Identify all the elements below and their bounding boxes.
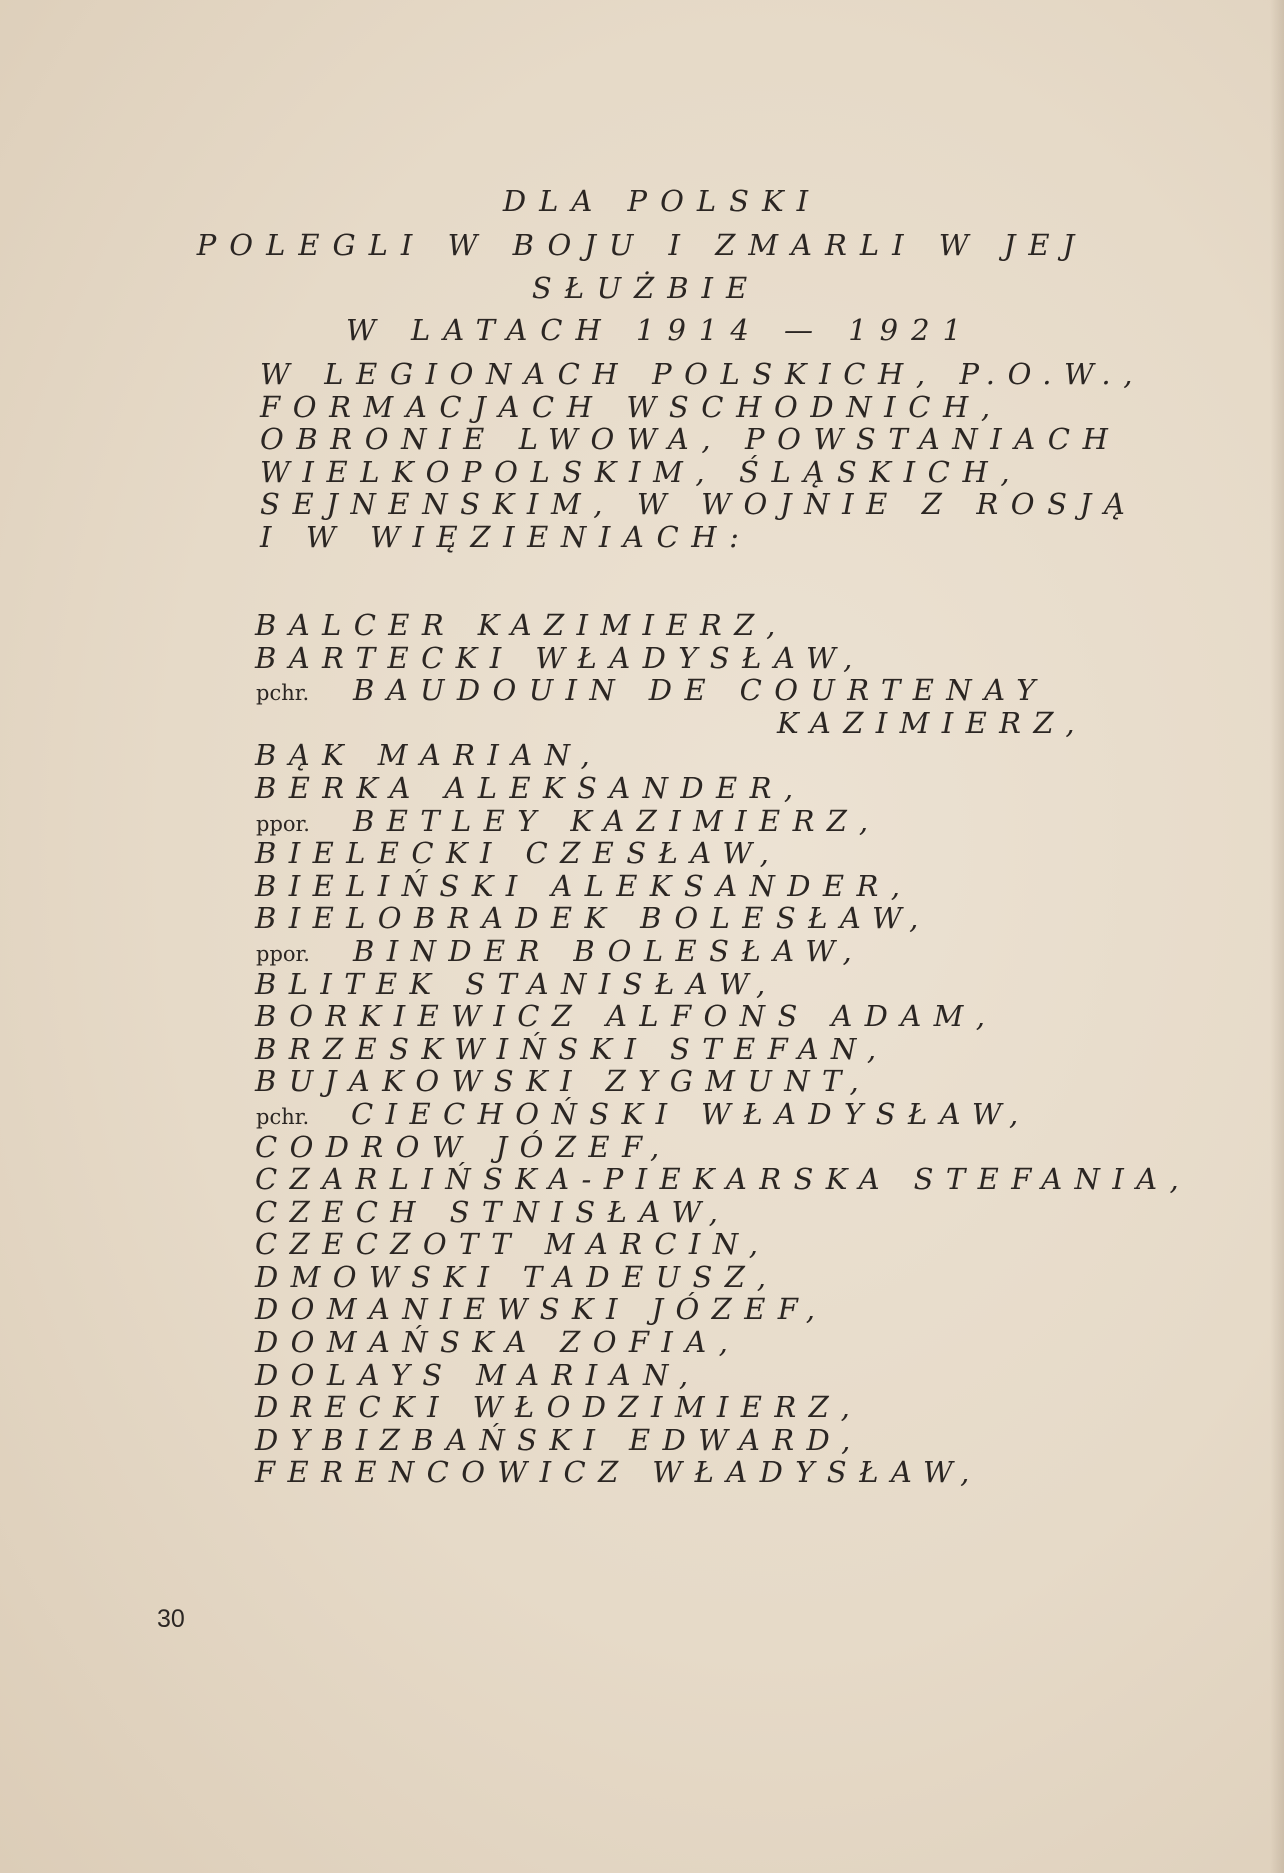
name-entry	[255, 902, 1191, 935]
person-name: BĄK MARIAN,	[255, 738, 603, 773]
intro-paragraph	[260, 358, 1145, 553]
person-name: BIELOBRADEK BOLESŁAW,	[255, 901, 931, 936]
name-entry	[255, 674, 1191, 707]
person-name: CZARLIŃSKA-PIEKARSKA STEFANIA,	[255, 1162, 1192, 1197]
intro-line: W LEGIONACH POLSKICH, P.O.W.,	[260, 357, 1146, 391]
name-entry	[255, 642, 1191, 675]
names-list	[255, 609, 1191, 1489]
person-name: DMOWSKI TADEUSZ,	[255, 1259, 779, 1294]
person-name: BAUDOUIN DE COURTENAY	[353, 673, 1048, 708]
person-name: DOLAYS MARIAN,	[255, 1357, 701, 1392]
name-entry	[255, 1456, 1191, 1489]
person-name: CZECH STNISŁAW,	[255, 1194, 731, 1229]
name-entry	[255, 1065, 1191, 1098]
name-entry	[255, 1359, 1191, 1392]
name-entry	[255, 870, 1191, 903]
heading-line-1: DLA POLSKI	[502, 184, 822, 218]
name-entry	[255, 1098, 1191, 1131]
name-entry	[255, 1391, 1191, 1424]
person-name: BRZESKWIŃSKI STEFAN,	[255, 1031, 889, 1066]
heading-line-3: SŁUŻBIE	[531, 271, 761, 305]
person-name: CODROW JÓZEF,	[255, 1129, 672, 1164]
person-name: BARTECKI WŁADYSŁAW,	[255, 640, 865, 675]
person-name: BINDER BOLESŁAW,	[353, 933, 865, 968]
rank-label: ppor.	[256, 811, 310, 836]
name-entry	[255, 1196, 1191, 1229]
name-entry	[255, 609, 1191, 642]
heading-line-2: POLEGLI W BOJU I ZMARLI W JEJ	[196, 228, 1088, 262]
intro-line: SEJNENSKIM, W WOJNIE Z ROSJĄ	[260, 487, 1138, 521]
page-number: 30	[157, 1605, 185, 1633]
name-entry	[255, 1033, 1191, 1066]
person-name: BORKIEWICZ ALFONS ADAM,	[255, 999, 998, 1034]
person-name: DOMAŃSKA ZOFIA,	[255, 1325, 741, 1360]
person-name: BERKA ALEKSANDER,	[255, 770, 806, 805]
intro-line: WIELKOPOLSKIM, ŚLĄSKICH,	[260, 454, 1023, 489]
name-entry	[255, 837, 1191, 870]
rank-label: pchr.	[256, 681, 310, 706]
name-continuation: KAZIMIERZ,	[777, 705, 1088, 740]
name-entry	[255, 805, 1191, 838]
name-entry	[255, 1000, 1191, 1033]
intro-line: I W WIĘZIENIACH:	[260, 519, 752, 554]
person-name: BUJAKOWSKI ZYGMUNT,	[255, 1064, 872, 1099]
name-entry	[255, 772, 1191, 805]
name-entry	[255, 1424, 1191, 1457]
name-entry	[255, 739, 1191, 772]
name-entry	[255, 935, 1191, 968]
person-name: BALCER KAZIMIERZ,	[255, 608, 788, 642]
person-name: DRECKI WŁODZIMIERZ,	[255, 1390, 863, 1425]
person-name: DOMANIEWSKI JÓZEF,	[255, 1292, 828, 1327]
person-name: BIELECKI CZESŁAW,	[255, 836, 782, 871]
rank-label: ppor.	[256, 941, 310, 966]
name-entry	[255, 1293, 1191, 1326]
name-entry	[255, 1326, 1191, 1359]
intro-line: FORMACJACH WSCHODNICH,	[260, 389, 1003, 424]
intro-line: OBRONIE LWOWA, POWSTANIACH	[260, 422, 1121, 456]
person-name: BLITEK STANISŁAW,	[255, 966, 778, 1001]
person-name: FERENCOWICZ WŁADYSŁAW,	[255, 1455, 982, 1490]
person-name: DYBIZBAŃSKI EDWARD,	[255, 1422, 863, 1457]
person-name: BETLEY KAZIMIERZ,	[353, 803, 881, 838]
name-entry	[255, 1261, 1191, 1294]
name-entry	[255, 968, 1191, 1001]
heading-line-4: W LATACH 1914 — 1921	[345, 313, 975, 347]
name-entry	[255, 1163, 1191, 1196]
name-entry	[255, 1228, 1191, 1261]
name-entry	[255, 1131, 1191, 1164]
person-name: CIECHOŃSKI WŁADYSŁAW,	[351, 1096, 1031, 1131]
person-name: CZECZOTT MARCIN,	[255, 1227, 771, 1262]
rank-label: pchr.	[256, 1104, 310, 1129]
person-name: BIELIŃSKI ALEKSANDER,	[255, 868, 913, 903]
